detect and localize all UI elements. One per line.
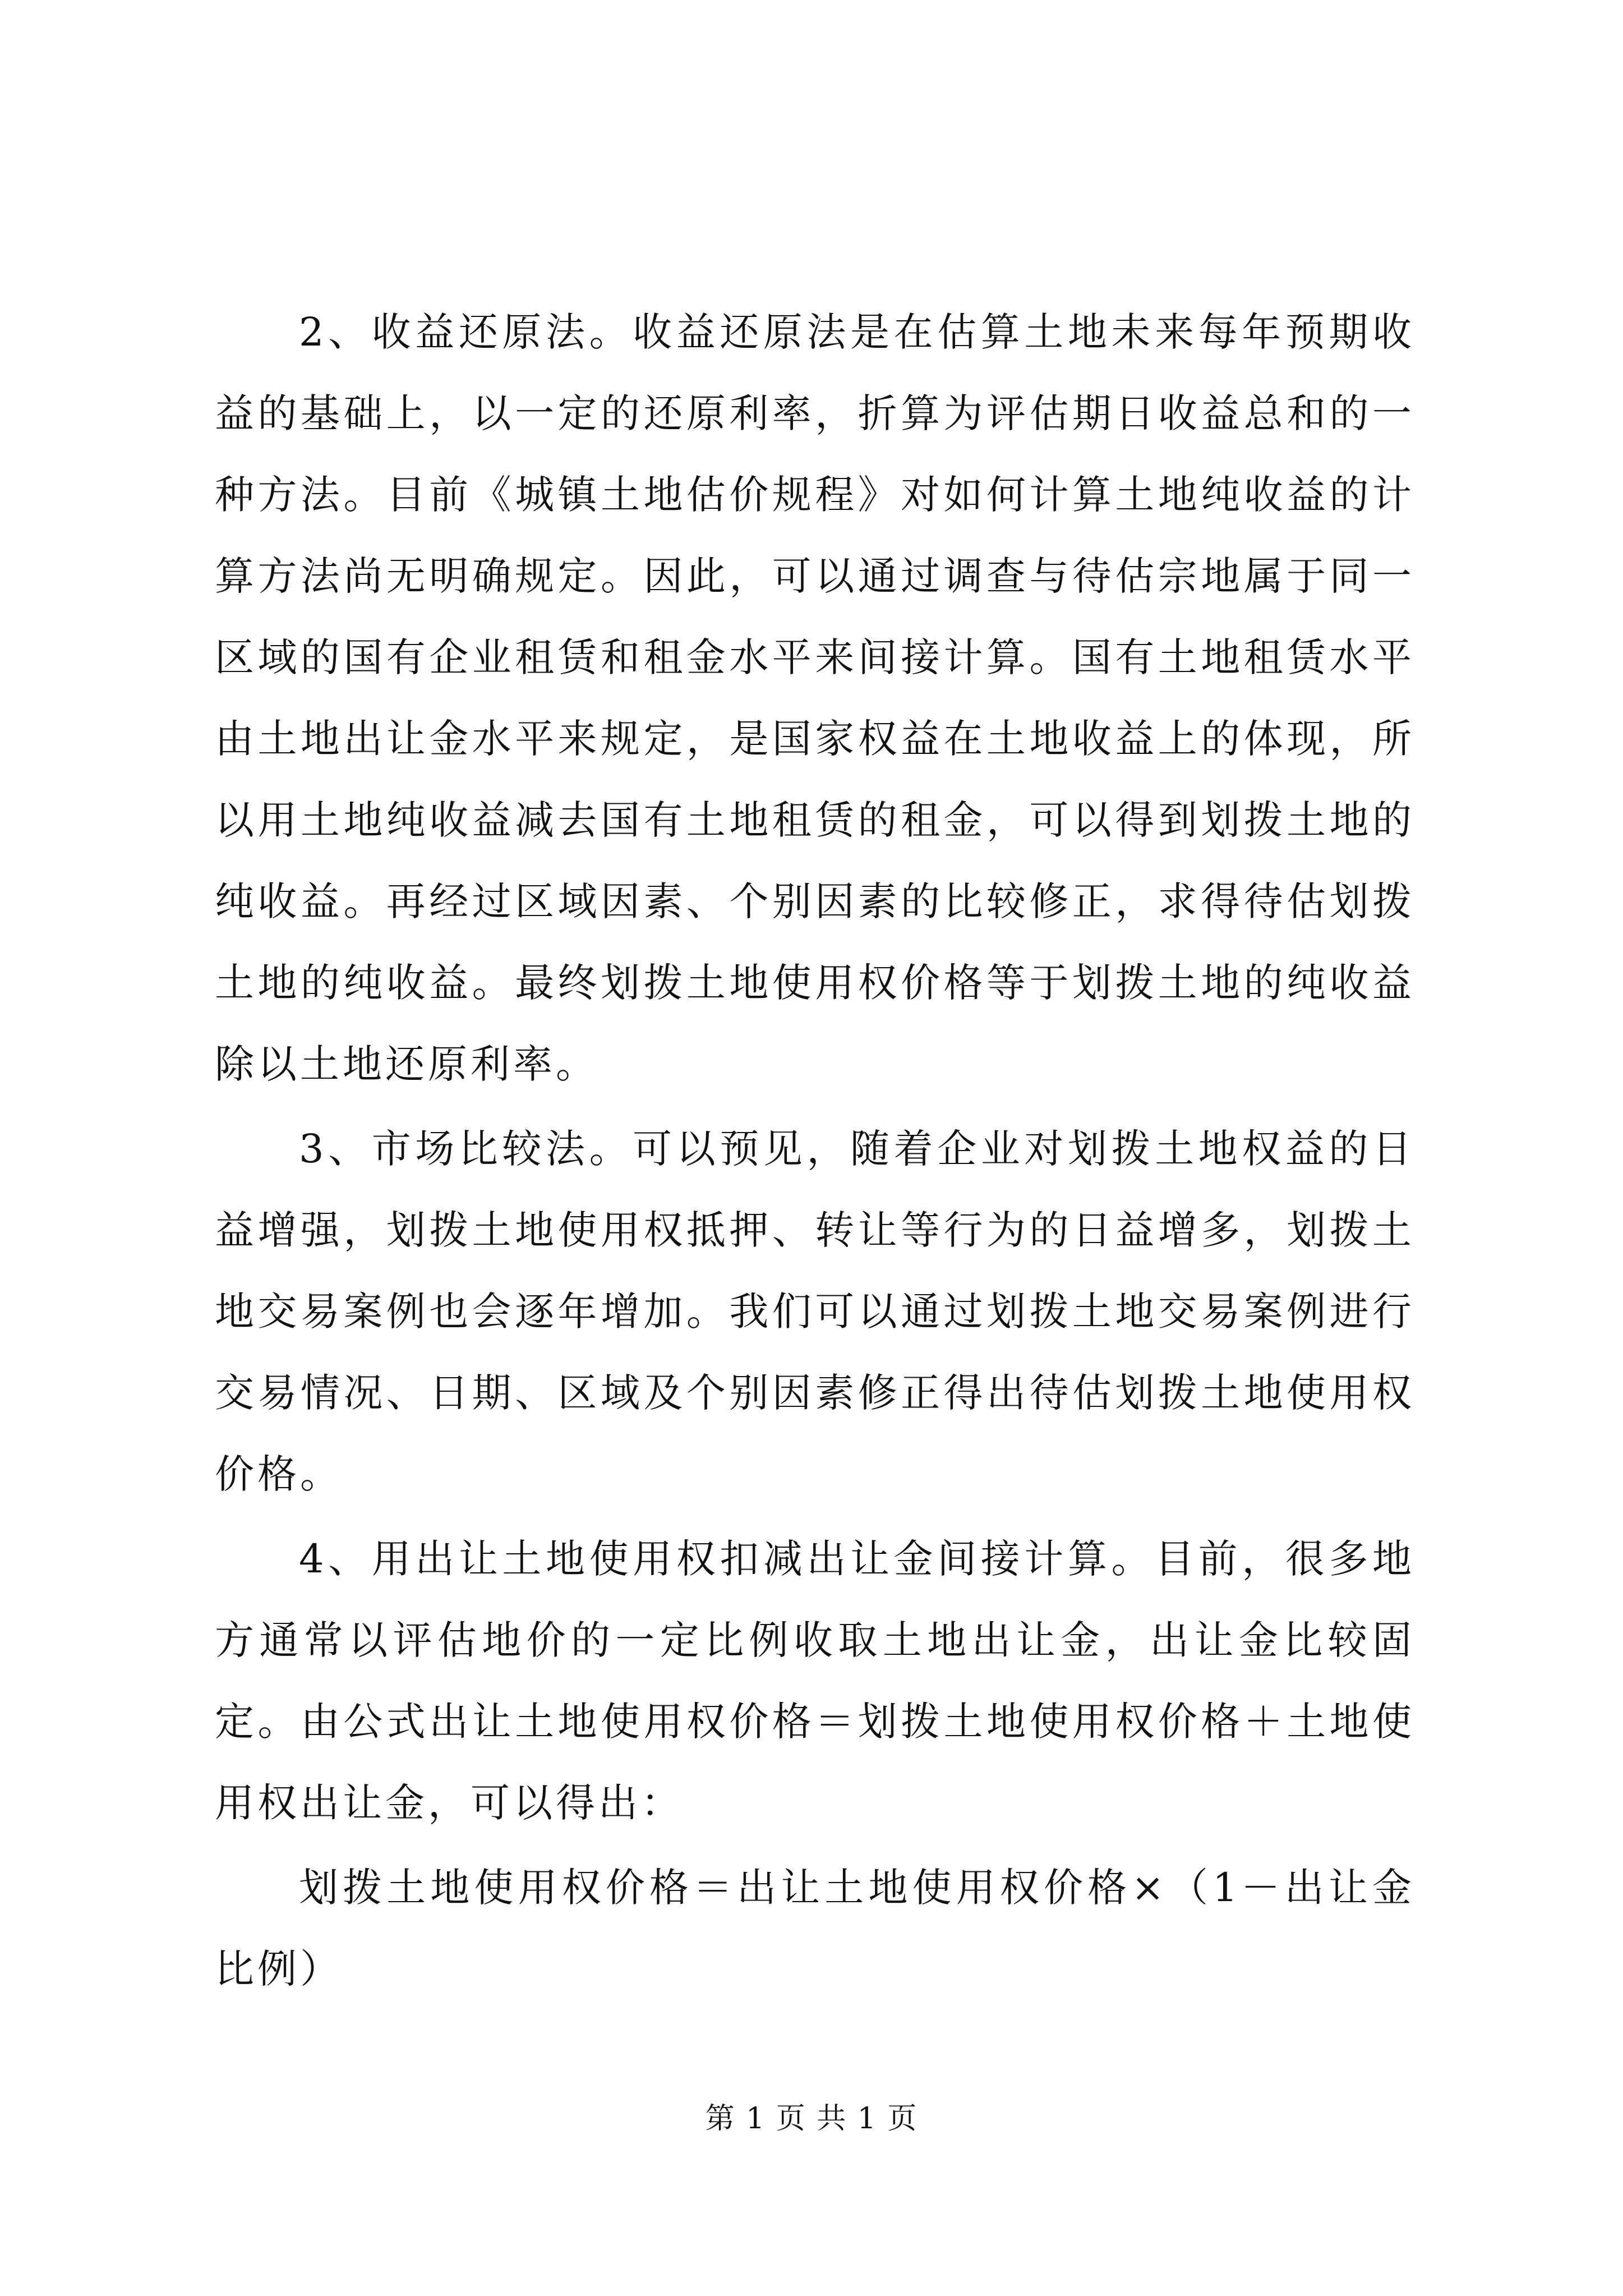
paragraph-market-comparison: 3、市场比较法。可以预见，随着企业对划拨土地权益的日益增强，划拨土地使用权抵押、转让等行为的日益增多，划拨土地交易案例也会逐年增加。我们可以通过划拨土地交易案例进行交易情况、日期、区域及个别因素修正得出待估划拨土地使用权价格。 xyxy=(215,1126,1415,1497)
paragraph-income-capitalization: 2、收益还原法。收益还原法是在估算土地未来每年预期收益的基础上，以一定的还原利率，折算为评估期日收益总和的一种方法。目前《城镇土地估价规程》对如何计算土地纯收益的计算方法尚无明确规定。因此，可以通过调查与待估宗地属于同一区域的国有企业租赁和租金水平来间接计算。国有土地租赁水平由土地出让金水平来规定，是国家权益在土地收益上的体现，所以用土地纯收益减去国有土地租赁的租金，可以得到划拨土地的纯收益。再经过区域因素、个别因素的比较修正，求得待估划拨土地的纯收益。最终划拨土地使用权价格等于划拨土地的纯收益除以土地还原利率。 xyxy=(215,309,1415,1087)
document-body xyxy=(215,292,1415,2013)
paragraph-deduction-method: 4、用出让土地使用权扣减出让金间接计算。目前，很多地方通常以评估地价的一定比例收取土地出让金，出让金比较固定。由公式出让土地使用权价格＝划拨土地使用权价格＋土地使用权出让金，可以得出： xyxy=(215,1536,1415,1826)
page-footer: 第 1 页 共 1 页 xyxy=(705,2102,918,2136)
paragraph-formula: 划拨土地使用权价格＝出让土地使用权价格×（1－出让金比例） xyxy=(215,1865,1415,1992)
